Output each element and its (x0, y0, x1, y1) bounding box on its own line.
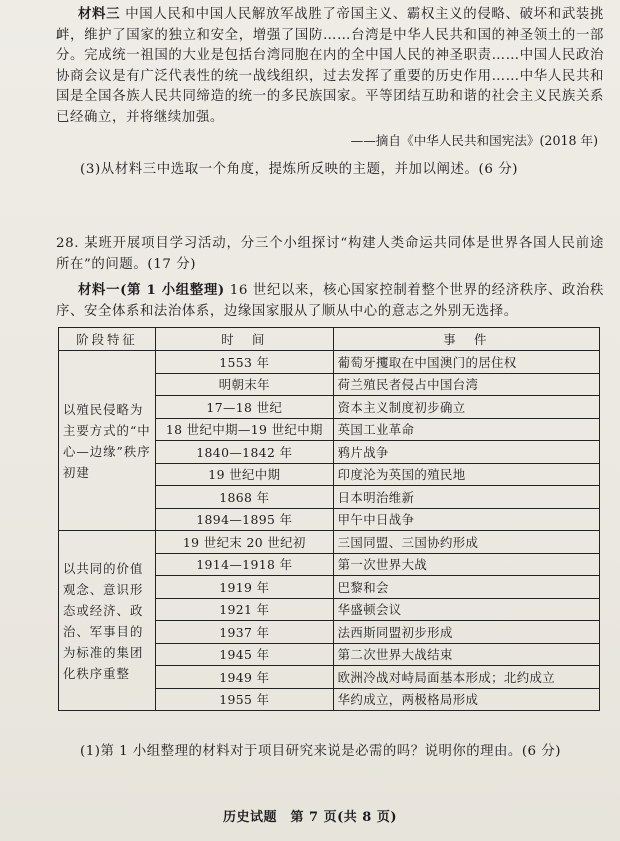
row-event: 资本主义制度初步确立 (333, 396, 599, 419)
material-3-label: 材料三 (78, 6, 121, 22)
row-time: 1868 年 (156, 486, 334, 509)
row-time: 1949 年 (156, 666, 334, 689)
row-time: 1553 年 (156, 351, 334, 374)
events-table (58, 327, 600, 711)
row-time: 1955 年 (156, 688, 334, 711)
stage-2-label: 以共同的价值观念、意识形态或经济、政治、军事目的为标准的集团化秩序重整 (59, 531, 156, 711)
header-time: 时 间 (156, 328, 334, 351)
row-event: 华盛顿会议 (333, 598, 599, 621)
row-time: 18 世纪中期—19 世纪中期 (156, 418, 334, 441)
row-time: 1921 年 (156, 598, 334, 621)
row-event: 第一次世界大战 (333, 553, 599, 576)
row-time: 1914—1918 年 (156, 553, 334, 576)
material-1-paragraph (56, 280, 604, 322)
row-time: 1945 年 (156, 643, 334, 666)
table-header-row (59, 328, 600, 351)
row-event: 欧洲冷战对峙局面基本形成；北约成立 (333, 666, 599, 689)
row-event: 甲午中日战争 (333, 508, 599, 531)
row-event: 华约成立，两极格局形成 (333, 688, 599, 711)
table-row (59, 531, 600, 554)
question-28-intro: 28. 某班开展项目学习活动，分三个小组探讨“构建人类命运共同体是世界各国人民前途所在”的问题。(17 分) (56, 236, 604, 272)
header-stage: 阶段特征 (59, 328, 156, 351)
question-28-1: (1)第 1 小组整理的材料对于项目研究来说是必需的吗？说明你的理由。(6 分) (80, 744, 561, 759)
question-3: (3)从材料三中选取一个角度，提炼所反映的主题，并加以阐述。(6 分) (80, 162, 519, 177)
table-row (59, 351, 600, 374)
material-3-paragraph (56, 4, 604, 129)
row-time: 1894—1895 年 (156, 508, 334, 531)
material-1-text: 16 世纪以来，核心国家控制着整个世界的经济秩序、政治秩序、安全体系和法治体系，边缘国家服从了顺从中心的意志之外别无选择。 (56, 283, 604, 319)
row-time: 1919 年 (156, 576, 334, 599)
row-time: 1937 年 (156, 621, 334, 644)
row-event: 英国工业革命 (333, 418, 599, 441)
row-time: 19 世纪末 20 世纪初 (156, 531, 334, 554)
material-3-source: ——摘自《中华人民共和国宪法》(2018 年) (350, 133, 598, 148)
row-time: 1840—1842 年 (156, 441, 334, 464)
row-event: 葡萄牙攫取在中国澳门的居住权 (333, 351, 599, 374)
row-time: 17—18 世纪 (156, 396, 334, 419)
page-footer: 历史试题 第 7 页(共 8 页) (223, 810, 397, 825)
row-time: 明朝末年 (156, 373, 334, 396)
header-event: 事 件 (333, 328, 599, 351)
material-3-text: 中国人民和中国人民解放军战胜了帝国主义、霸权主义的侵略、破坏和武装挑衅，维护了国家的独立和安全，增强了国防……台湾是中华人民共和国的神圣领土的一部分。完成统一祖国的大业是包括台湾同胞在内的全中国人民的神圣职责……中国人民政治协商会议是有广泛代表性的统一战线组织，过去发挥了重要的历史作用……中华人民共和国是全国各族人民共同缔造的统一的多民族国家。平等团结互助和谐的社会主义民族关系已经确立，并将继续加强。 (56, 7, 604, 125)
row-event: 第二次世界大战结束 (333, 643, 599, 666)
row-event: 三国同盟、三国协约形成 (333, 531, 599, 554)
row-event: 巴黎和会 (333, 576, 599, 599)
row-event: 日本明治维新 (333, 486, 599, 509)
row-time: 19 世纪中期 (156, 463, 334, 486)
stage-1-label: 以殖民侵略为主要方式的“中心—边缘”秩序初建 (59, 351, 156, 531)
material-1-label: 材料一(第 1 小组整理) (78, 282, 225, 298)
row-event: 法西斯同盟初步形成 (333, 621, 599, 644)
row-event: 荷兰殖民者侵占中国台湾 (333, 373, 599, 396)
row-event: 印度沦为英国的殖民地 (333, 463, 599, 486)
row-event: 鸦片战争 (333, 441, 599, 464)
